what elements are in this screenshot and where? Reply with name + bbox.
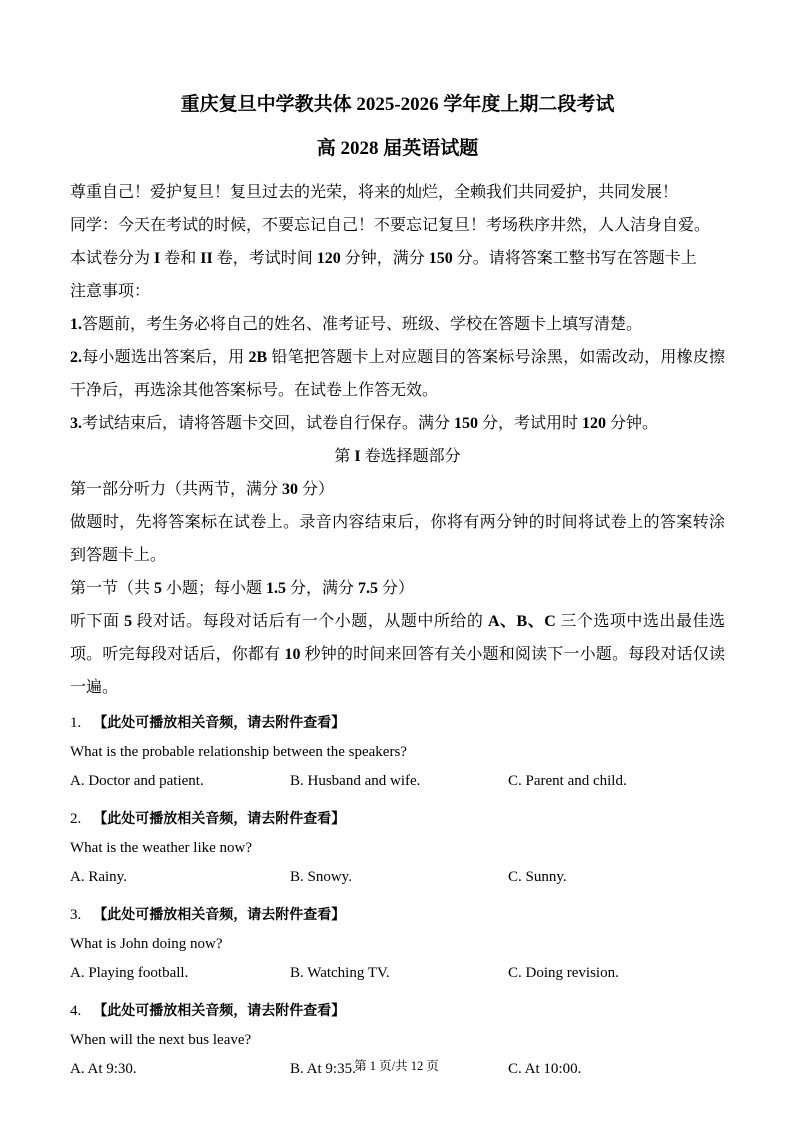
question-text: What is the weather like now? (70, 840, 253, 856)
question-block-3 (70, 901, 725, 988)
audio-placeholder: 【此处可播放相关音频，请去附件查看】 (93, 908, 346, 923)
question-block-2 (70, 805, 725, 892)
question-number: 2. (70, 811, 82, 827)
question-text: What is John doing now? (70, 936, 223, 952)
question-block-1 (70, 709, 725, 796)
option-b: B. Snowy. (290, 869, 352, 885)
page-footer: 第 1 页/共 12 页 (354, 1059, 439, 1073)
note-item-2: 2.每小题选出答案后，用 2B 铅笔把答题卡上对应题目的答案标号涂黑，如需改动，用橡皮擦干净后，再选涂其他答案标号。在试卷上作答无效。 (70, 349, 725, 399)
question-number: 1. (70, 715, 82, 731)
options-row (70, 959, 725, 988)
option-a: A. Playing football. (70, 965, 189, 981)
part1-heading: 第一部分听力（共两节，满分 30 分） (70, 481, 335, 498)
option-c: C. Sunny. (508, 869, 567, 885)
options-row (70, 767, 725, 796)
options-row (70, 863, 725, 892)
option-b: B. Watching TV. (290, 965, 390, 981)
option-a: A. At 9:30. (70, 1061, 137, 1077)
audio-placeholder: 【此处可播放相关音频，请去附件查看】 (93, 812, 346, 827)
option-b: B. At 9:35. (290, 1061, 356, 1077)
note-item-3: 3.考试结束后，请将答题卡交回，试卷自行保存。满分 150 分，考试用时 120 分钟。 (70, 415, 659, 432)
volume-heading: 第 I 卷选择题部分 (334, 448, 461, 465)
question-audio-line (70, 709, 725, 738)
doc-title: 重庆复旦中学教共体 2025-2026 学年度上期二段考试 (180, 94, 615, 115)
option-c: C. At 10:00. (508, 1061, 582, 1077)
audio-placeholder: 【此处可播放相关音频，请去附件查看】 (93, 1004, 346, 1019)
option-a: A. Rainy. (70, 869, 127, 885)
question-number: 3. (70, 907, 82, 923)
option-c: C. Parent and child. (508, 773, 627, 789)
audio-placeholder: 【此处可播放相关音频，请去附件查看】 (93, 716, 346, 731)
question-audio-line (70, 805, 725, 834)
notes-heading: 注意事项： (70, 283, 151, 300)
option-a: A. Doctor and patient. (70, 773, 204, 789)
doc-subtitle: 高 2028 届英语试题 (316, 138, 479, 159)
motto-line-2: 同学：今天在考试的时候，不要忘记自己！不要忘记复旦！考场秩序井然，人人洁身自爱。 (70, 217, 711, 234)
question-text: What is the probable relationship between the speakers? (70, 744, 407, 760)
question-audio-line (70, 997, 725, 1026)
option-b: B. Husband and wife. (290, 773, 421, 789)
question-number: 4. (70, 1003, 82, 1019)
question-text: When will the next bus leave? (70, 1032, 252, 1048)
motto-line-1: 尊重自己！爱护复旦！复旦过去的光荣，将来的灿烂，全赖我们共同爱护，共同发展！ (70, 184, 679, 201)
section1-instructions: 听下面 5 段对话。每段对话后有一个小题，从题中所给的 A、B、C 三个选项中选出最佳选项。听完每段对话后，你都有 10 秒钟的时间来回答有关小题和阅读下一小题。每段对话仅读一遍。 (70, 613, 725, 696)
part1-instructions: 做题时，先将答案标在试卷上。录音内容结束后，你将有两分钟的时间将试卷上的答案转涂到答题卡上。 (70, 514, 725, 564)
question-audio-line (70, 901, 725, 930)
questions-section (70, 709, 725, 1084)
section1-heading: 第一节（共 5 小题；每小题 1.5 分，满分 7.5 分） (70, 580, 415, 597)
option-c: C. Doing revision. (508, 965, 619, 981)
exam-info-line: 本试卷分为 I 卷和 II 卷，考试时间 120 分钟，满分 150 分。请将答案工整书写在答题卡上 (70, 250, 697, 267)
note-item-1: 1.答题前，考生务必将自己的姓名、准考证号、班级、学校在答题卡上填写清楚。 (70, 316, 643, 333)
